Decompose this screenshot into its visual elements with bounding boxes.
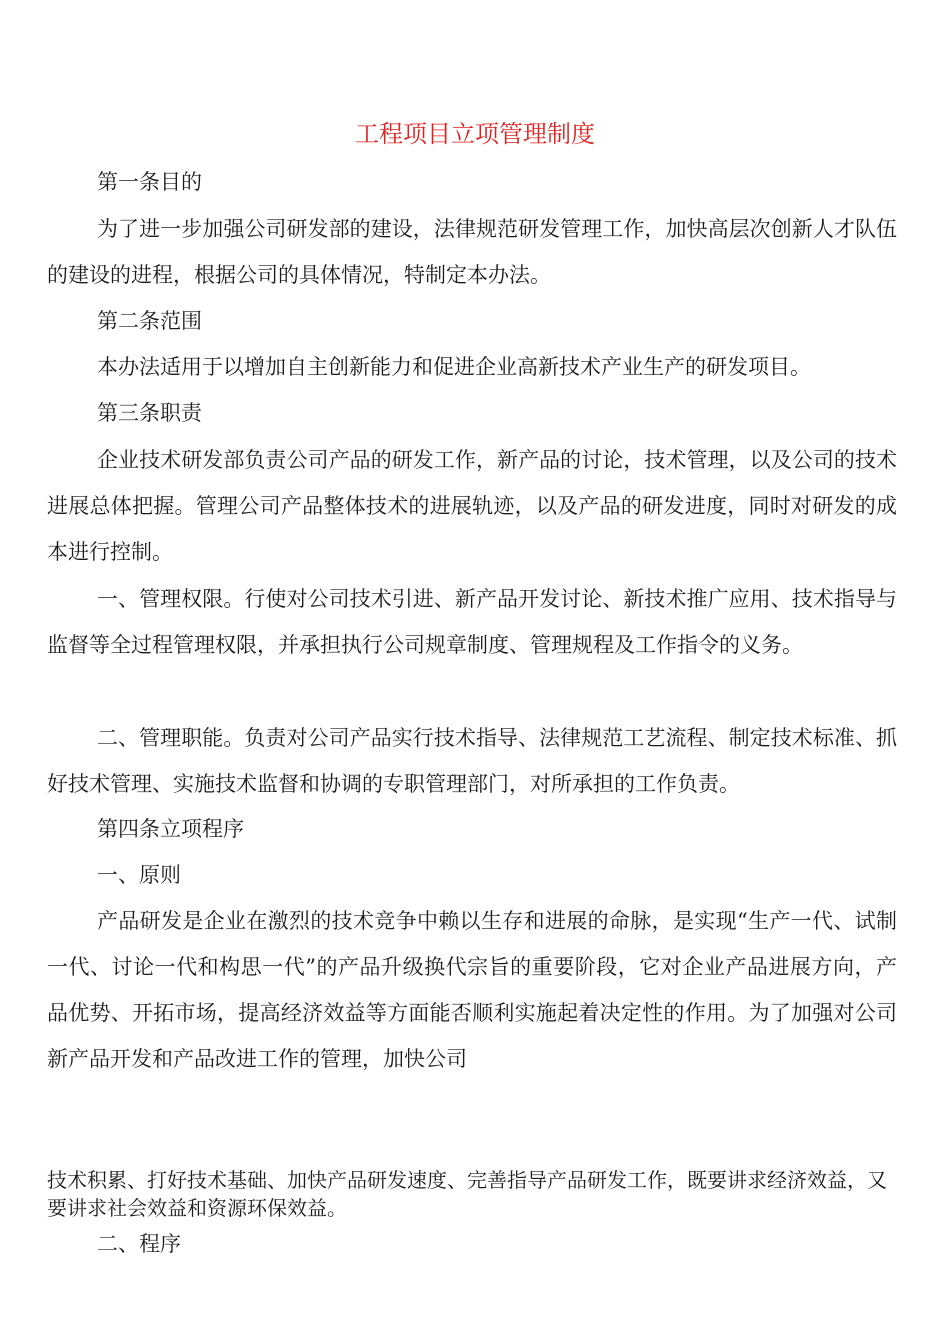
subheading-steps: 二、程序 bbox=[97, 1232, 181, 1256]
section-heading-scope: 第二条范围 bbox=[97, 309, 202, 333]
paragraph-scope: 本办法适用于以增加自主创新能力和促进企业高新技术产业生产的研发项目。 bbox=[97, 355, 811, 379]
paragraph-duties: 企业技术研发部负责公司产品的研发工作，新产品的讨论，技术管理，以及公司的技术进展总体把握。管理公司产品整体技术的进展轨迹，以及产品的研发进度，同时对研发的成本进行控制。 bbox=[47, 448, 897, 564]
paragraph-management-function: 二、管理职能。负责对公司产品实行技术指导、法律规范工艺流程、制定技术标准、抓好技术管理、实施技术监督和协调的专职管理部门，对所承担的工作负责。 bbox=[47, 726, 897, 796]
subheading-principle: 一、原则 bbox=[97, 863, 181, 887]
paragraph-principle: 产品研发是企业在激烈的技术竞争中赖以生存和进展的命脉，是实现“生产一代、试制一代、讨论一代和构思一代”的产品升级换代宗旨的重要阶段，它对企业产品进展方向，产品优势、开拓市场，提高经济效益等方面能否顺利实施起着决定性的作用。为了加强对公司新产品开发和产品改进工作的管理，加快公司 bbox=[47, 909, 897, 1071]
section-heading-purpose: 第一条目的 bbox=[97, 170, 202, 194]
section-heading-duties: 第三条职责 bbox=[97, 401, 202, 425]
paragraph-principle-continued: 技术积累、打好技术基础、加快产品研发速度、完善指导产品研发工作，既要讲求经济效益，又要讲求社会效益和资源环保效益。 bbox=[47, 1168, 887, 1220]
paragraph-management-authority: 一、管理权限。行使对公司技术引进、新产品开发讨论、新技术推广应用、技术指导与监督等全过程管理权限，并承担执行公司规章制度、管理规程及工作指令的义务。 bbox=[47, 587, 897, 657]
document-title: 工程项目立项管理制度 bbox=[355, 120, 595, 148]
section-heading-procedure: 第四条立项程序 bbox=[97, 817, 244, 841]
paragraph-purpose: 为了进一步加强公司研发部的建设，法律规范研发管理工作，加快高层次创新人才队伍的建设的进程，根据公司的具体情况，特制定本办法。 bbox=[47, 217, 897, 287]
